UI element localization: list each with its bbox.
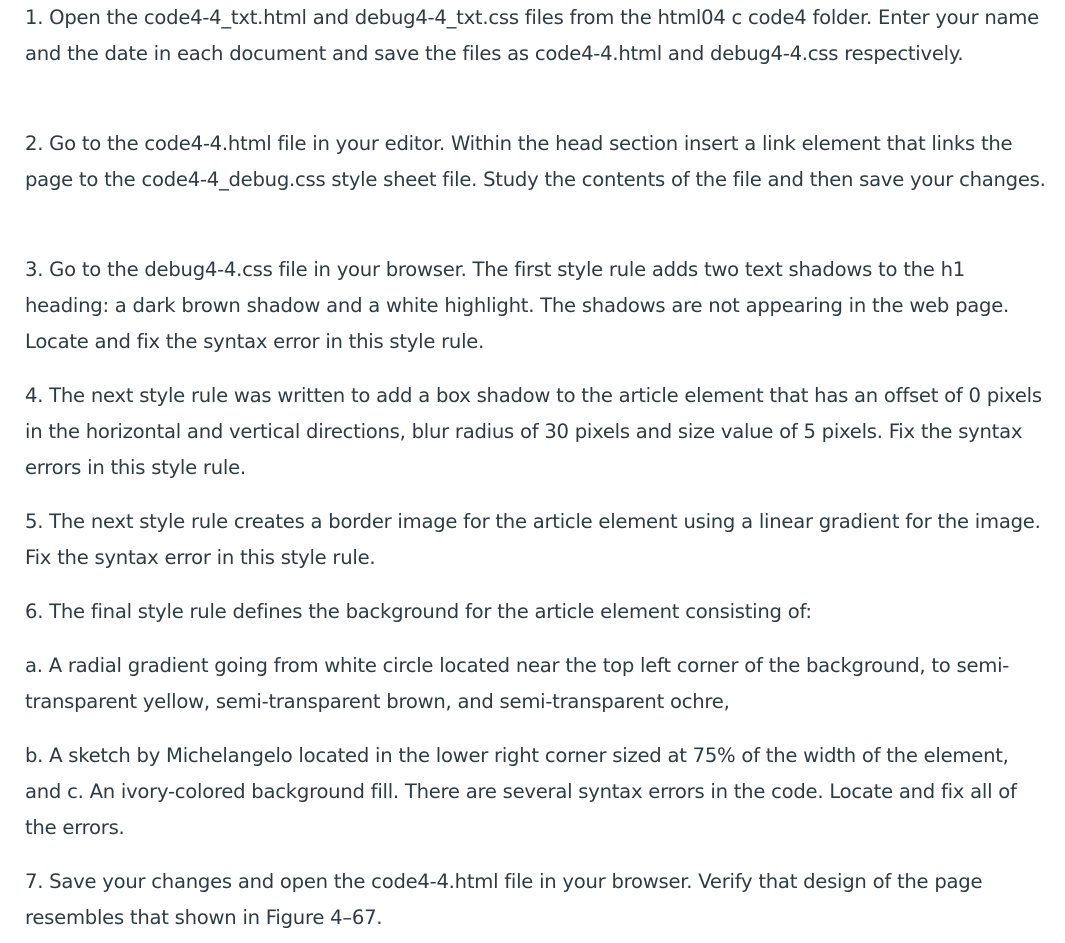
step-2-paragraph: 2. Go to the code4-4.html file in your editor. Within the head section insert a link element that links the page to the code4-4_debug.css style sheet file. Study the contents of the file and then save your changes. bbox=[25, 132, 1046, 191]
step-4-paragraph: 4. The next style rule was written to add a box shadow to the article element that has an offset of 0 pixels in the horizontal and vertical directions, blur radius of 30 pixels and size value of 5 pixels. Fix the syntax errors in this style rule. bbox=[25, 384, 1042, 479]
step-5-paragraph: 5. The next style rule creates a border image for the article element using a linear gradient for the image. Fix the syntax error in this style rule. bbox=[25, 510, 1041, 569]
step-6a-paragraph: a. A radial gradient going from white circle located near the top left corner of the background, to semi-transparent yellow, semi-transparent brown, and semi-transparent ochre, bbox=[25, 654, 1010, 713]
step-7-paragraph: 7. Save your changes and open the code4-4.html file in your browser. Verify that design of the page resembles that shown in Figure 4–67. bbox=[25, 870, 983, 929]
step-6-paragraph: 6. The final style rule defines the background for the article element consisting of: bbox=[25, 600, 812, 623]
step-6b-paragraph: b. A sketch by Michelangelo located in the lower right corner sized at 75% of the width of the element, and c. An ivory-colored background fill. There are several syntax errors in the code. Locate and fix all of the errors. bbox=[25, 744, 1017, 839]
step-3-paragraph: 3. Go to the debug4-4.css file in your browser. The first style rule adds two text shadows to the h1 heading: a dark brown shadow and a white highlight. The shadows are not appearing in the web page. Locate and fix the syntax error in this style rule. bbox=[25, 258, 1010, 353]
step-1-paragraph: 1. Open the code4-4_txt.html and debug4-4_txt.css files from the html04 c code4 folder. Enter your name and the date in each document and save the files as code4-4.html and debug4-4.css respectively. bbox=[25, 6, 1039, 65]
